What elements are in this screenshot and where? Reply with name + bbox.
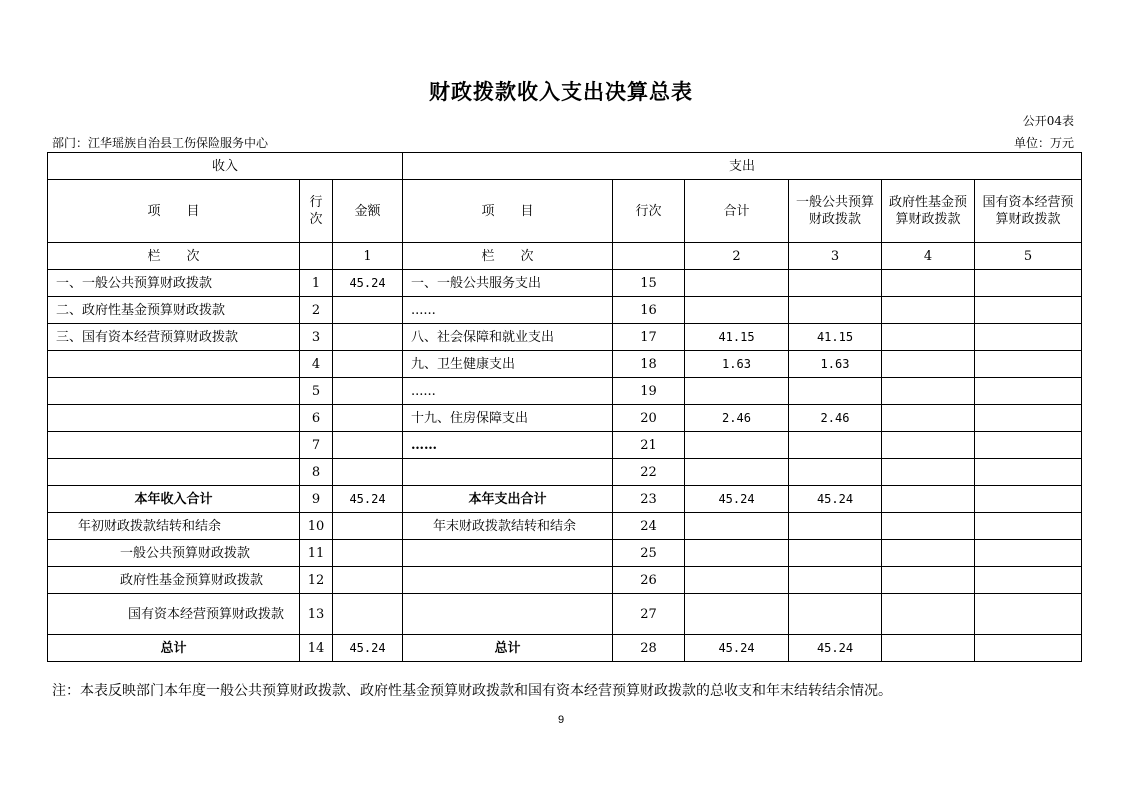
income-item (48, 405, 300, 432)
state-capital-amount (975, 459, 1082, 486)
expense-row-no: 25 (613, 540, 685, 567)
expense-total (685, 594, 789, 635)
income-amount (333, 351, 403, 378)
col-index-2: 2 (685, 243, 789, 270)
state-capital-amount (975, 486, 1082, 513)
expense-total: 2.46 (685, 405, 789, 432)
expense-item-header: 项 目 (403, 180, 613, 243)
income-item (48, 432, 300, 459)
gov-fund-amount (882, 459, 975, 486)
income-row-no: 4 (300, 351, 333, 378)
expense-row-no: 26 (613, 567, 685, 594)
income-amount (333, 540, 403, 567)
state-capital-amount (975, 635, 1082, 662)
income-amount (333, 513, 403, 540)
expense-row-no: 21 (613, 432, 685, 459)
expense-row-no: 17 (613, 324, 685, 351)
footnote: 注：本表反映部门本年度一般公共预算财政拨款、政府性基金预算财政拨款和国有资本经营预算财政拨款的总收支和年末结转结余情况。 (52, 683, 892, 699)
general-budget-amount: 1.63 (789, 351, 882, 378)
gov-fund-amount (882, 270, 975, 297)
general-budget-amount (789, 378, 882, 405)
table-row (48, 486, 1082, 513)
table-row (48, 594, 1082, 635)
income-row-no: 14 (300, 635, 333, 662)
general-budget-amount (789, 594, 882, 635)
expense-total (685, 540, 789, 567)
table-row (48, 378, 1082, 405)
expense-item: 九、卫生健康支出 (403, 351, 613, 378)
expense-total: 45.24 (685, 635, 789, 662)
income-amount: 45.24 (333, 486, 403, 513)
expense-total (685, 378, 789, 405)
income-item-header: 项 目 (48, 180, 300, 243)
page-number: 9 (557, 714, 565, 726)
expense-row-no: 24 (613, 513, 685, 540)
expense-row-no: 18 (613, 351, 685, 378)
state-capital-amount (975, 378, 1082, 405)
general-budget-amount (789, 513, 882, 540)
summary-table (47, 152, 1082, 662)
expense-item: 本年支出合计 (403, 486, 613, 513)
table-row (48, 513, 1082, 540)
income-col-label: 栏 次 (48, 243, 300, 270)
table-row (48, 459, 1082, 486)
expense-total (685, 459, 789, 486)
income-item: 二、政府性基金预算财政拨款 (48, 297, 300, 324)
general-budget-header: 一般公共预算财政拨款 (789, 180, 882, 243)
col-index-1: 1 (333, 243, 403, 270)
expense-row-no: 28 (613, 635, 685, 662)
expense-item: ...... (403, 297, 613, 324)
department-label: 部门：江华瑶族自治县工伤保险服务中心 (52, 136, 269, 150)
expense-item: 年末财政拨款结转和结余 (403, 513, 613, 540)
state-capital-amount (975, 270, 1082, 297)
income-amount (333, 297, 403, 324)
income-row-no: 12 (300, 567, 333, 594)
income-amount: 45.24 (333, 635, 403, 662)
general-budget-amount: 41.15 (789, 324, 882, 351)
expense-row-no-header: 行次 (613, 180, 685, 243)
state-capital-amount (975, 594, 1082, 635)
state-capital-amount (975, 405, 1082, 432)
gov-fund-amount (882, 486, 975, 513)
gov-fund-amount (882, 324, 975, 351)
table-row (48, 351, 1082, 378)
expense-row-no: 19 (613, 378, 685, 405)
table-row (48, 635, 1082, 662)
gov-fund-amount (882, 635, 975, 662)
state-capital-header: 国有资本经营预算财政拨款 (975, 180, 1082, 243)
income-item: 年初财政拨款结转和结余 (48, 513, 300, 540)
income-item: 政府性基金预算财政拨款 (48, 567, 300, 594)
col-index-5: 5 (975, 243, 1082, 270)
income-amount (333, 324, 403, 351)
general-budget-amount (789, 567, 882, 594)
section-header-row (48, 153, 1082, 180)
gov-fund-amount (882, 432, 975, 459)
income-amount: 45.24 (333, 270, 403, 297)
general-budget-amount: 2.46 (789, 405, 882, 432)
income-amount (333, 432, 403, 459)
expense-item (403, 540, 613, 567)
general-budget-amount (789, 270, 882, 297)
income-item (48, 351, 300, 378)
expense-item: …… (403, 432, 613, 459)
table-row (48, 270, 1082, 297)
income-row-no: 11 (300, 540, 333, 567)
expense-total (685, 513, 789, 540)
income-amount (333, 567, 403, 594)
expense-item (403, 567, 613, 594)
income-item: 本年收入合计 (48, 486, 300, 513)
expense-item: ...... (403, 378, 613, 405)
col-index-3: 3 (789, 243, 882, 270)
expense-total (685, 270, 789, 297)
gov-fund-amount (882, 540, 975, 567)
gov-fund-amount (882, 513, 975, 540)
income-row-no-header: 行次 (300, 180, 333, 243)
income-row-no: 1 (300, 270, 333, 297)
expense-item (403, 594, 613, 635)
income-item: 一般公共预算财政拨款 (48, 540, 300, 567)
income-row-no: 5 (300, 378, 333, 405)
income-item: 一、一般公共预算财政拨款 (48, 270, 300, 297)
income-row-no: 8 (300, 459, 333, 486)
gov-fund-amount (882, 405, 975, 432)
expense-item: 十九、住房保障支出 (403, 405, 613, 432)
income-item: 国有资本经营预算财政拨款 (48, 594, 300, 635)
income-amount (333, 405, 403, 432)
state-capital-amount (975, 324, 1082, 351)
income-row-no: 13 (300, 594, 333, 635)
income-header: 收入 (48, 153, 403, 180)
income-row-no: 9 (300, 486, 333, 513)
general-budget-amount (789, 459, 882, 486)
state-capital-amount (975, 567, 1082, 594)
income-row-no: 7 (300, 432, 333, 459)
expense-item (403, 459, 613, 486)
col-index-4: 4 (882, 243, 975, 270)
gov-fund-amount (882, 351, 975, 378)
state-capital-amount (975, 513, 1082, 540)
expense-total: 41.15 (685, 324, 789, 351)
unit-label: 单位：万元 (1013, 136, 1074, 150)
table-body (48, 270, 1082, 662)
expense-row-no: 16 (613, 297, 685, 324)
expense-item: 总计 (403, 635, 613, 662)
income-item: 总计 (48, 635, 300, 662)
expense-header: 支出 (403, 153, 1082, 180)
expense-item: 八、社会保障和就业支出 (403, 324, 613, 351)
expense-total-header: 合计 (685, 180, 789, 243)
income-amount (333, 378, 403, 405)
table-row (48, 324, 1082, 351)
gov-fund-header: 政府性基金预算财政拨款 (882, 180, 975, 243)
income-amount (333, 594, 403, 635)
expense-col-no-blank (613, 243, 685, 270)
income-item: 三、国有资本经营预算财政拨款 (48, 324, 300, 351)
expense-total (685, 297, 789, 324)
expense-row-no: 23 (613, 486, 685, 513)
table-row (48, 567, 1082, 594)
table-row (48, 405, 1082, 432)
state-capital-amount (975, 351, 1082, 378)
state-capital-amount (975, 297, 1082, 324)
income-amount-header: 金额 (333, 180, 403, 243)
general-budget-amount (789, 540, 882, 567)
general-budget-amount (789, 432, 882, 459)
income-row-no: 6 (300, 405, 333, 432)
income-row-no: 2 (300, 297, 333, 324)
table-row (48, 432, 1082, 459)
income-row-no: 10 (300, 513, 333, 540)
income-col-no-blank (300, 243, 333, 270)
expense-total (685, 567, 789, 594)
expense-col-label: 栏 次 (403, 243, 613, 270)
income-amount (333, 459, 403, 486)
gov-fund-amount (882, 297, 975, 324)
income-item (48, 459, 300, 486)
state-capital-amount (975, 540, 1082, 567)
income-row-no: 3 (300, 324, 333, 351)
page-title: 财政拨款收入支出决算总表 (429, 79, 693, 104)
gov-fund-amount (882, 594, 975, 635)
column-index-row (48, 243, 1082, 270)
table-row (48, 297, 1082, 324)
expense-row-no: 27 (613, 594, 685, 635)
expense-row-no: 15 (613, 270, 685, 297)
general-budget-amount: 45.24 (789, 486, 882, 513)
expense-row-no: 22 (613, 459, 685, 486)
expense-total: 1.63 (685, 351, 789, 378)
general-budget-amount: 45.24 (789, 635, 882, 662)
state-capital-amount (975, 432, 1082, 459)
expense-row-no: 20 (613, 405, 685, 432)
income-item (48, 378, 300, 405)
expense-item: 一、一般公共服务支出 (403, 270, 613, 297)
gov-fund-amount (882, 567, 975, 594)
form-number: 公开04表 (1022, 114, 1074, 128)
expense-total: 45.24 (685, 486, 789, 513)
expense-total (685, 432, 789, 459)
gov-fund-amount (882, 378, 975, 405)
column-header-row (48, 180, 1082, 243)
table-row (48, 540, 1082, 567)
general-budget-amount (789, 297, 882, 324)
